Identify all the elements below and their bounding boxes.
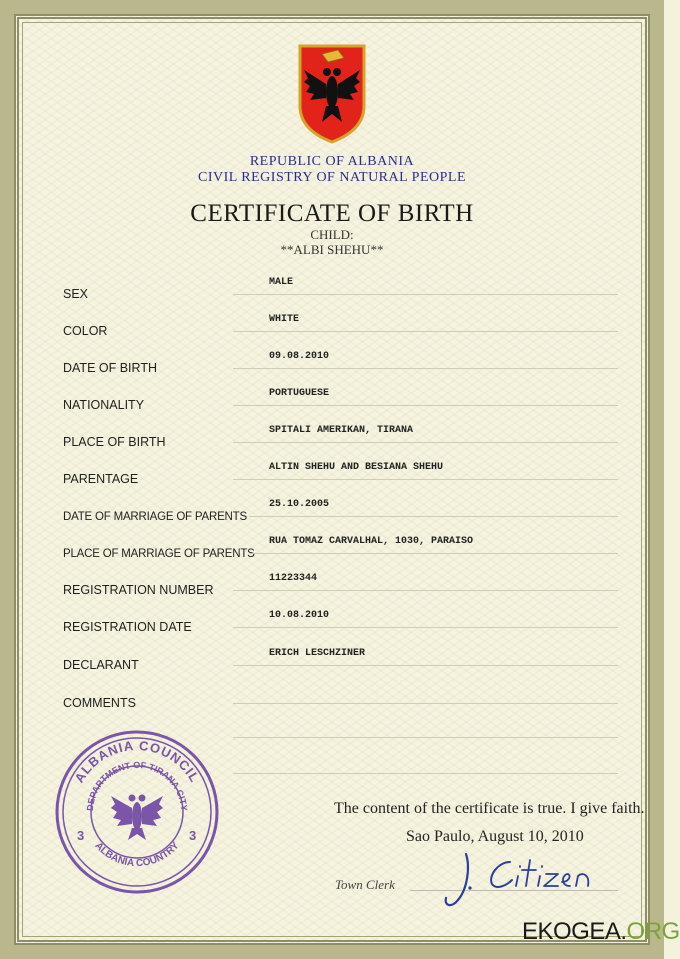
field-row-nationality bbox=[63, 388, 618, 412]
field-row-place-of-birth bbox=[63, 425, 618, 449]
page-title: CERTIFICATE OF BIRTH bbox=[190, 200, 474, 227]
field-row-comments bbox=[63, 690, 618, 710]
field-line bbox=[233, 331, 618, 332]
brand-part-2: ORG bbox=[626, 918, 680, 945]
field-line bbox=[233, 627, 618, 628]
field-value: PORTUGUESE bbox=[269, 388, 330, 399]
clerk-label: Town Clerk bbox=[335, 877, 395, 892]
field-line bbox=[249, 553, 618, 554]
field-value: WHITE bbox=[269, 314, 300, 325]
field-label: PLACE OF MARRIAGE OF PARENTS bbox=[63, 548, 255, 560]
brand-watermark bbox=[522, 918, 680, 946]
field-label: REGISTRATION NUMBER bbox=[63, 583, 214, 597]
field-value: 25.10.2005 bbox=[269, 499, 330, 510]
stamp-number-left: 3 bbox=[77, 828, 85, 843]
field-label: COLOR bbox=[63, 324, 108, 338]
field-label: PLACE OF BIRTH bbox=[63, 435, 166, 449]
stamp-eagle-icon bbox=[111, 795, 163, 841]
field-line bbox=[233, 368, 618, 369]
brand-part-1: EKOGEA. bbox=[522, 918, 627, 945]
field-line bbox=[233, 773, 618, 774]
field-value: MALE bbox=[269, 277, 294, 288]
field-label: REGISTRATION DATE bbox=[63, 620, 192, 634]
field-label: DECLARANT bbox=[63, 658, 139, 672]
svg-text:ALBANIA COUNTRY bbox=[93, 840, 182, 869]
field-row-parentage bbox=[63, 462, 618, 486]
official-stamp bbox=[53, 728, 221, 896]
republic-name: REPUBLIC OF ALBANIA bbox=[249, 154, 415, 169]
stamp-bottom-text: ALBANIA COUNTRY bbox=[92, 840, 182, 870]
field-value: ALTIN SHEHU AND BESIANA SHEHU bbox=[269, 462, 444, 473]
child-name: **ALBI SHEHU** bbox=[280, 242, 384, 257]
field-line bbox=[233, 737, 618, 738]
field-value: 09.08.2010 bbox=[269, 351, 330, 362]
field-row-color bbox=[63, 314, 618, 338]
field-line bbox=[233, 405, 618, 406]
field-value: 10.08.2010 bbox=[269, 610, 330, 621]
field-value: ERICH LESCHZINER bbox=[269, 648, 366, 659]
field-value: RUA TOMAZ CARVALHAL, 1030, PARAISO bbox=[269, 536, 474, 547]
field-line bbox=[233, 665, 618, 666]
field-row-sex bbox=[63, 277, 618, 301]
stamp-number-right: 3 bbox=[189, 828, 197, 843]
field-value: SPITALI AMERIKAN, TIRANA bbox=[269, 425, 414, 436]
field-label: DATE OF MARRIAGE OF PARENTS bbox=[63, 511, 247, 523]
field-row-date-of-marriage bbox=[63, 499, 618, 523]
field-line bbox=[233, 442, 618, 443]
clerk-signature bbox=[440, 848, 600, 912]
field-line bbox=[233, 703, 618, 704]
albania-coat-of-arms-icon bbox=[298, 44, 366, 144]
field-row-date-of-birth bbox=[63, 351, 618, 375]
stamp-top-text: ALBANIA COUNCIL bbox=[71, 737, 203, 786]
field-line bbox=[249, 516, 618, 517]
stamp-inner-text: DEPARTMENT OF TIRANA CITY bbox=[84, 759, 190, 812]
field-label: DATE OF BIRTH bbox=[63, 361, 157, 375]
faith-statement: The content of the certificate is true. I give faith. bbox=[334, 800, 645, 817]
field-line bbox=[233, 294, 618, 295]
field-value: 11223344 bbox=[269, 573, 318, 584]
field-label: PARENTAGE bbox=[63, 472, 139, 486]
field-row-declarant bbox=[63, 648, 618, 672]
field-label: COMMENTS bbox=[63, 696, 136, 710]
registry-name: CIVIL REGISTRY OF NATURAL PEOPLE bbox=[197, 170, 466, 185]
child-block bbox=[0, 227, 664, 257]
field-row-place-of-marriage bbox=[63, 536, 618, 560]
field-label: SEX bbox=[63, 287, 89, 301]
field-line bbox=[233, 479, 618, 480]
field-line bbox=[233, 590, 618, 591]
republic-heading bbox=[0, 154, 664, 186]
field-label: NATIONALITY bbox=[63, 398, 145, 412]
place-date: Sao Paulo, August 10, 2010 bbox=[406, 828, 584, 845]
field-row-registration-number bbox=[63, 573, 618, 597]
field-row-registration-date bbox=[63, 610, 618, 634]
child-label: CHILD: bbox=[310, 227, 354, 242]
